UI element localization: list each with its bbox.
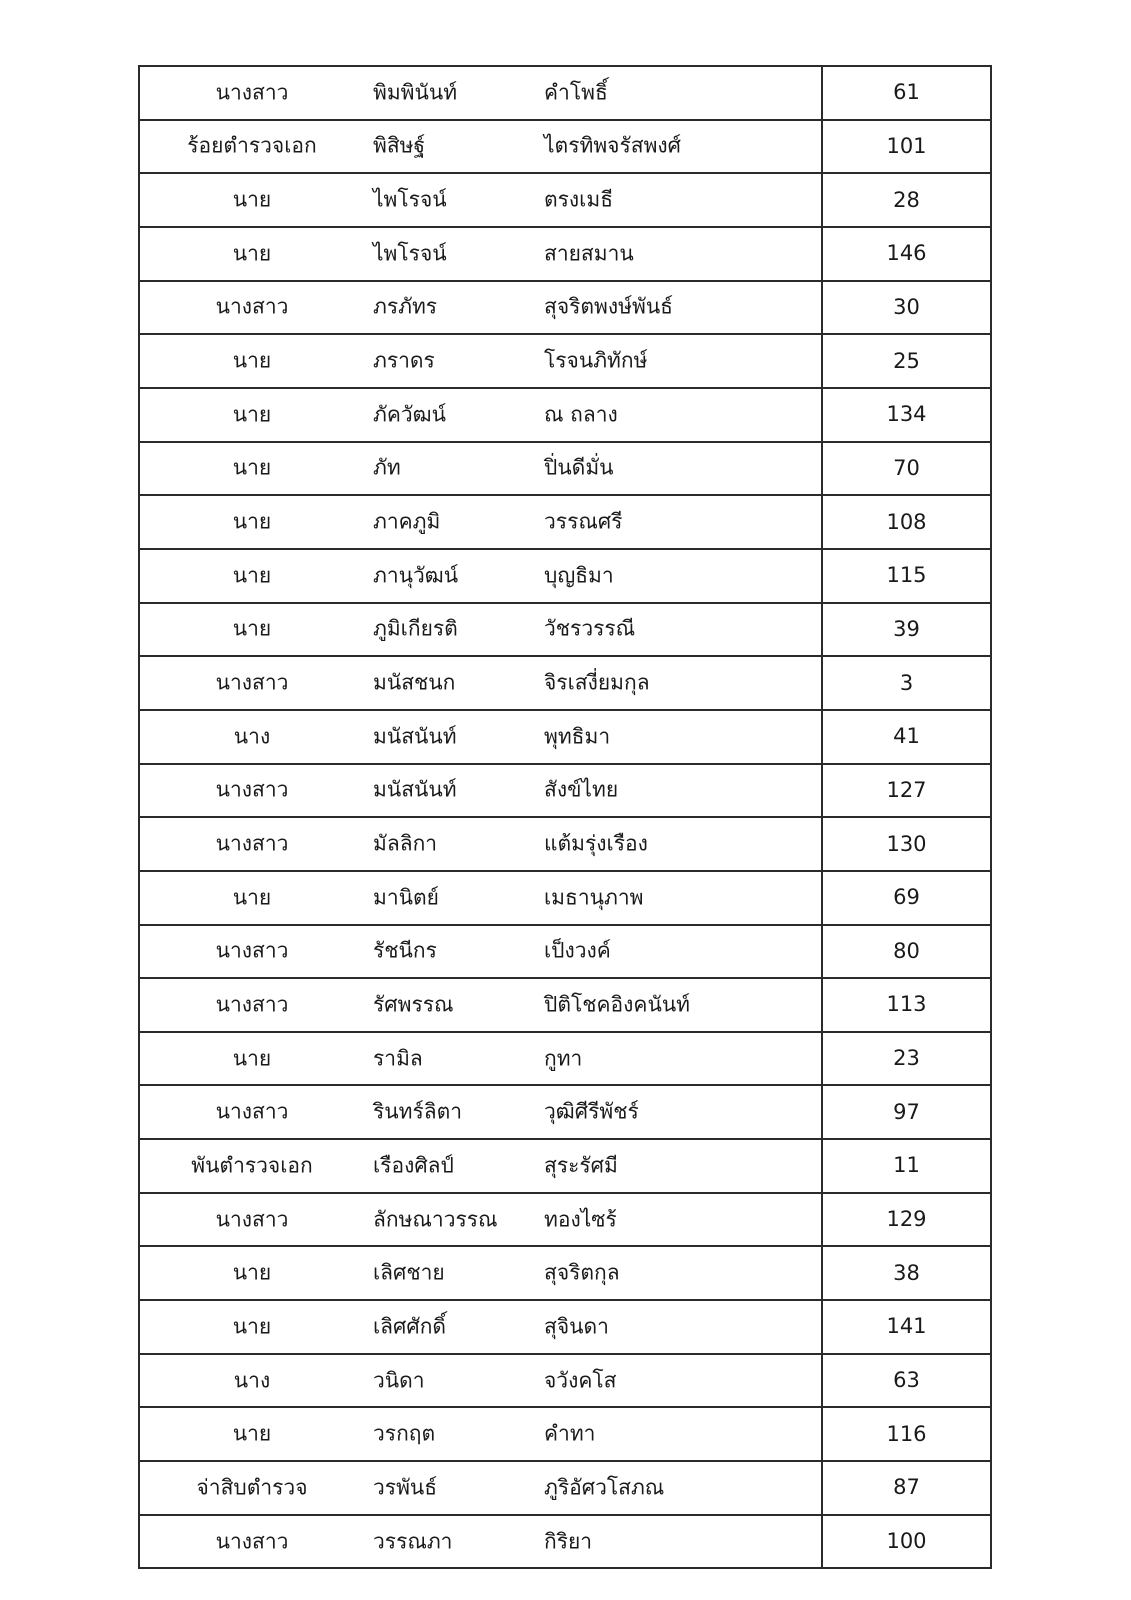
number-cell: 25 [822, 334, 991, 388]
last-name: สายสมาน [544, 241, 634, 266]
table-row [139, 495, 991, 549]
name-prefix: พันตำรวจเอก [191, 1153, 313, 1178]
name-prefix: นางสาว [215, 1099, 289, 1124]
last-name: สุระรัศมี [544, 1153, 618, 1178]
table-row [139, 710, 991, 764]
last-name: ปิติโชคอิงคนันท์ [544, 992, 691, 1017]
number-cell: 87 [822, 1461, 991, 1515]
first-name: เลิศชาย [373, 1260, 445, 1285]
last-name: วัชรวรรณี [544, 616, 636, 641]
last-name: คำทา [544, 1421, 596, 1446]
table-row [139, 1193, 991, 1247]
name-cell [139, 442, 822, 496]
last-name: เมธานุภาพ [544, 885, 644, 910]
number-cell: 38 [822, 1246, 991, 1300]
name-prefix: นาย [232, 1314, 272, 1339]
first-name: วรรณภา [373, 1529, 453, 1554]
last-name: ปิ่นดีมั่น [544, 455, 614, 480]
last-name: เป็งวงค์ [544, 938, 611, 963]
table-row [139, 1032, 991, 1086]
table-row [139, 764, 991, 818]
name-cell [139, 1354, 822, 1408]
number-cell: 100 [822, 1515, 991, 1569]
number-cell: 63 [822, 1354, 991, 1408]
first-name: พิมพินันท์ [373, 80, 458, 105]
name-prefix: นางสาว [215, 670, 289, 695]
number-cell: 39 [822, 603, 991, 657]
name-prefix: นาย [232, 1260, 272, 1285]
number-cell: 130 [822, 817, 991, 871]
first-name: มนัสนันท์ [373, 777, 457, 802]
first-name: ลักษณาวรรณ [373, 1207, 498, 1232]
first-name: ภัท [373, 455, 401, 480]
first-name: พิสิษฐ์ [373, 133, 426, 158]
name-cell [139, 925, 822, 979]
table-row [139, 66, 991, 120]
name-cell [139, 978, 822, 1032]
last-name: จวังคโส [544, 1368, 617, 1393]
table-row [139, 281, 991, 335]
last-name: ณ ถลาง [544, 402, 618, 427]
name-cell [139, 388, 822, 442]
name-prefix: นางสาว [215, 294, 289, 319]
first-name: ภราดร [373, 348, 435, 373]
name-cell [139, 495, 822, 549]
last-name: แต้มรุ่งเรือง [544, 831, 648, 856]
table-row [139, 603, 991, 657]
name-cell [139, 1193, 822, 1247]
table-row [139, 656, 991, 710]
last-name: คำโพธิ์ [544, 80, 608, 105]
first-name: รัศพรรณ [373, 992, 454, 1017]
table-row [139, 978, 991, 1032]
table-row [139, 1246, 991, 1300]
first-name: รินทร์ลิตา [373, 1099, 463, 1124]
last-name: สุจริตกุล [544, 1260, 620, 1285]
last-name: วุฒิศีรีพัชร์ [544, 1099, 639, 1124]
table-row [139, 925, 991, 979]
table-row [139, 442, 991, 496]
last-name: ภูริอัศวโสภณ [544, 1475, 665, 1500]
first-name: มัลลิกา [373, 831, 438, 856]
name-cell [139, 603, 822, 657]
name-prefix: นาย [232, 509, 272, 534]
table-row [139, 1139, 991, 1193]
table-row [139, 1354, 991, 1408]
last-name: สุจินดา [544, 1314, 609, 1339]
number-cell: 61 [822, 66, 991, 120]
name-prefix: นาย [232, 1421, 272, 1446]
number-cell: 69 [822, 871, 991, 925]
table-row [139, 173, 991, 227]
name-prefix: นาย [232, 241, 272, 266]
number-cell: 3 [822, 656, 991, 710]
number-cell: 146 [822, 227, 991, 281]
last-name: สังข์ไทย [544, 777, 619, 802]
name-list-body [139, 66, 991, 1568]
name-cell [139, 120, 822, 174]
number-cell: 101 [822, 120, 991, 174]
last-name: กูทา [544, 1046, 583, 1071]
number-cell: 41 [822, 710, 991, 764]
name-cell [139, 549, 822, 603]
name-cell [139, 1246, 822, 1300]
name-cell [139, 281, 822, 335]
number-cell: 116 [822, 1407, 991, 1461]
last-name: ทองไซร้ [544, 1207, 617, 1232]
name-prefix: นางสาว [215, 80, 289, 105]
first-name: เรืองศิลป์ [373, 1153, 454, 1178]
name-cell [139, 656, 822, 710]
last-name: วรรณศรี [544, 509, 623, 534]
name-prefix: ร้อยตำรวจเอก [187, 133, 317, 158]
number-cell: 70 [822, 442, 991, 496]
first-name: รัชนีกร [373, 938, 437, 963]
number-cell: 80 [822, 925, 991, 979]
name-prefix: จ่าสิบตำรวจ [196, 1475, 308, 1500]
number-cell: 108 [822, 495, 991, 549]
last-name: โรจนภิทักษ์ [544, 348, 648, 373]
last-name: พุทธิมา [544, 724, 611, 749]
first-name: ไพโรจน์ [373, 241, 447, 266]
number-cell: 30 [822, 281, 991, 335]
table-row [139, 1515, 991, 1569]
name-prefix: นาง [233, 1368, 271, 1393]
name-cell [139, 1300, 822, 1354]
table-row [139, 1300, 991, 1354]
table-row [139, 334, 991, 388]
table-row [139, 1085, 991, 1139]
name-prefix: นาย [232, 885, 272, 910]
name-cell [139, 1407, 822, 1461]
name-prefix: นาย [232, 1046, 272, 1071]
name-prefix: นาง [233, 724, 271, 749]
name-cell [139, 173, 822, 227]
number-cell: 11 [822, 1139, 991, 1193]
first-name: วรพันธ์ [373, 1475, 438, 1500]
table-row [139, 871, 991, 925]
first-name: วรกฤต [373, 1421, 436, 1446]
number-cell: 23 [822, 1032, 991, 1086]
number-cell: 134 [822, 388, 991, 442]
name-cell [139, 227, 822, 281]
first-name: ภาคภูมิ [373, 509, 441, 534]
name-cell [139, 334, 822, 388]
first-name: มนัสชนก [373, 670, 456, 695]
first-name: มานิตย์ [373, 885, 439, 910]
table-row [139, 1461, 991, 1515]
last-name: จิรเสงี่ยมกุล [544, 670, 650, 695]
first-name: ภรภัทร [373, 294, 438, 319]
first-name: วนิดา [373, 1368, 425, 1393]
first-name: ภานุวัฒน์ [373, 563, 459, 588]
name-prefix: นางสาว [215, 992, 289, 1017]
name-prefix: นาย [232, 455, 272, 480]
first-name: ภูมิเกียรติ [373, 616, 458, 641]
first-name: ไพโรจน์ [373, 187, 447, 212]
name-prefix: นางสาว [215, 1529, 289, 1554]
table-row [139, 120, 991, 174]
number-cell: 97 [822, 1085, 991, 1139]
number-cell: 141 [822, 1300, 991, 1354]
first-name: รามิล [373, 1046, 423, 1071]
name-cell [139, 764, 822, 818]
number-cell: 127 [822, 764, 991, 818]
number-cell: 115 [822, 549, 991, 603]
number-cell: 129 [822, 1193, 991, 1247]
last-name: กิริยา [544, 1529, 593, 1554]
name-prefix: นางสาว [215, 1207, 289, 1232]
table-row [139, 549, 991, 603]
last-name: สุจริตพงษ์พันธ์ [544, 294, 673, 319]
name-cell [139, 871, 822, 925]
name-prefix: นางสาว [215, 777, 289, 802]
name-prefix: นาย [232, 616, 272, 641]
name-cell [139, 1085, 822, 1139]
name-prefix: นาย [232, 563, 272, 588]
name-cell [139, 1139, 822, 1193]
table-row [139, 817, 991, 871]
table-row [139, 388, 991, 442]
name-prefix: นางสาว [215, 938, 289, 963]
name-list-table [138, 65, 992, 1569]
name-prefix: นาย [232, 402, 272, 427]
name-cell [139, 710, 822, 764]
first-name: ภัควัฒน์ [373, 402, 447, 427]
name-prefix: นางสาว [215, 831, 289, 856]
name-cell [139, 1032, 822, 1086]
table-row [139, 227, 991, 281]
name-cell [139, 817, 822, 871]
name-cell [139, 66, 822, 120]
last-name: ไตรทิพจรัสพงศ์ [544, 133, 681, 158]
name-cell [139, 1515, 822, 1569]
name-prefix: นาย [232, 187, 272, 212]
number-cell: 28 [822, 173, 991, 227]
last-name: ตรงเมธี [544, 187, 614, 212]
number-cell: 113 [822, 978, 991, 1032]
table-row [139, 1407, 991, 1461]
first-name: มนัสนันท์ [373, 724, 457, 749]
first-name: เลิศศักดิ์ [373, 1314, 447, 1339]
name-prefix: นาย [232, 348, 272, 373]
name-cell [139, 1461, 822, 1515]
last-name: บุญธิมา [544, 563, 614, 588]
